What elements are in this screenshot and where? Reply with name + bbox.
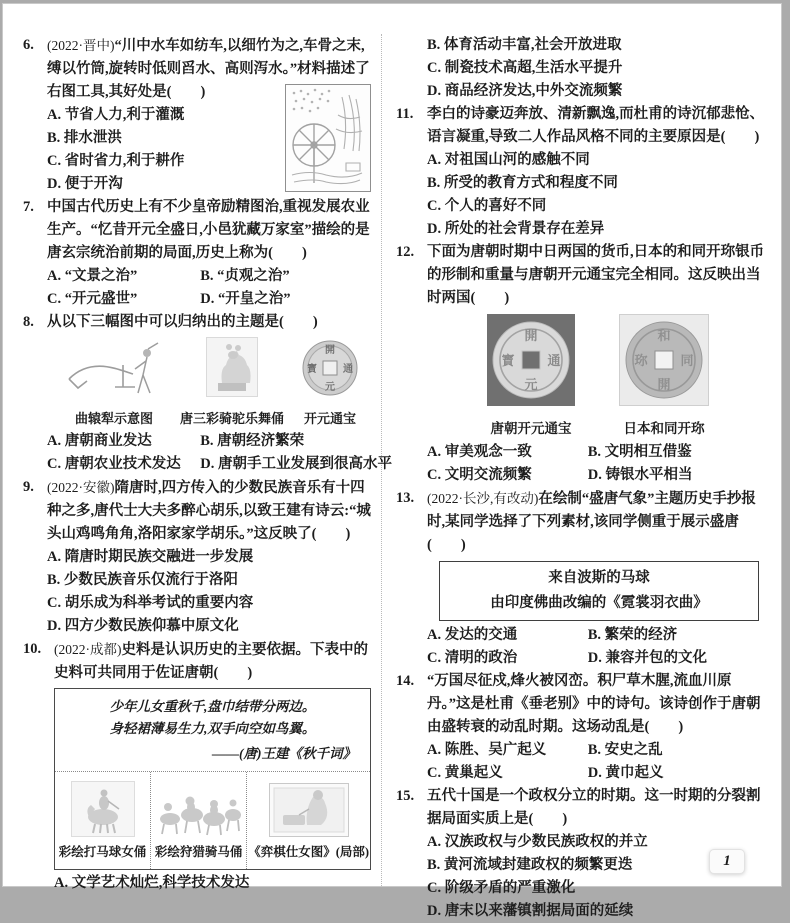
option: B. 唐朝经济繁荣 <box>200 433 305 449</box>
option: C. 胡乐成为科举考试的重要内容 <box>47 595 254 611</box>
question-number: 6. <box>23 37 34 53</box>
figure-row <box>47 334 373 430</box>
svg-text:開: 開 <box>524 328 538 343</box>
option: B. 体育活动丰富,社会开放进取 <box>427 37 622 53</box>
svg-text:元: 元 <box>524 377 538 392</box>
cell-caption: 彩绘狩猎骑马俑 <box>154 845 243 859</box>
option: B. 文明相互借鉴 <box>587 444 692 460</box>
question-6 <box>23 34 373 196</box>
question-stem: (2022·长沙,有改动)在绘制“盛唐气象”主题历史手抄报时,某同学选择了下列素材,该同学侧重于展示盛唐( ) <box>427 491 756 553</box>
camel-figurine-figure <box>180 337 284 430</box>
option: D. 商品经济发达,中外交流频繁 <box>427 83 623 99</box>
question-source: (2022·晋中) <box>47 38 115 53</box>
options-grid <box>427 441 769 487</box>
waterwheel-sketch-icon <box>286 85 368 189</box>
hunting-riders-figure <box>152 779 245 837</box>
options-list <box>427 149 769 241</box>
option: A. 节省人力,利于灌溉 <box>47 107 185 123</box>
question-number: 15. <box>396 788 415 804</box>
question-stem: (2022·成都)史料是认识历史的主要依据。下表中的史料可共同用于佐证唐朝( ) <box>54 642 368 681</box>
question-stem: (2022·晋中)“川中水车如纺车,以细竹为之,车骨之末,缚以竹筒,旋转时低则舀水、高则泻水。”材料描述了右图工具,其好处是( ) <box>47 38 370 100</box>
chess-ladies-painting-figure <box>248 779 369 837</box>
options-list <box>427 831 769 923</box>
exam-page <box>2 3 782 919</box>
option: A. 陈胜、吴广起义 <box>427 742 547 758</box>
source-material-table <box>54 688 371 870</box>
material-line: 来自波斯的马球 <box>548 570 650 586</box>
svg-text:通: 通 <box>342 364 353 375</box>
option: C. 唐朝农业技术发达 <box>47 456 181 472</box>
left-column <box>15 34 392 891</box>
option: D. “开皇之治” <box>200 291 291 307</box>
option: A. 对祖国山河的感触不同 <box>427 152 590 168</box>
options-grid <box>427 624 769 670</box>
question-13 <box>396 487 769 670</box>
option: A. 隋唐时期民族交融进一步发展 <box>47 549 254 565</box>
kaiyuan-coin-icon <box>487 314 575 406</box>
camel-figurine-icon <box>206 337 258 397</box>
coin-caption: 唐朝开元通宝 <box>490 421 572 436</box>
question-number: 10. <box>23 641 42 657</box>
question-number: 7. <box>23 199 34 215</box>
question-9 <box>23 476 373 638</box>
tang-coin-figure <box>487 314 575 440</box>
question-stem: 从以下三幅图中可以归纳出的主题是( ) <box>47 314 318 330</box>
waterwheel-figure <box>285 84 371 192</box>
cell-caption: 《弈棋仕女图》(局部) <box>248 845 370 859</box>
option: B. 安史之乱 <box>587 742 663 758</box>
option: D. 便于开沟 <box>47 176 123 192</box>
question-number: 14. <box>396 673 415 689</box>
options-list <box>47 546 373 638</box>
question-number: 12. <box>396 244 415 260</box>
option: C. 文明交流频繁 <box>427 467 532 483</box>
option: C. 清明的政治 <box>427 650 518 666</box>
polo-rider-icon <box>71 781 135 837</box>
option: A. 唐朝商业发达 <box>47 433 152 449</box>
option: D. 四方少数民族仰慕中原文化 <box>47 618 239 634</box>
plow-sketch-icon <box>65 341 163 397</box>
option: C. 省时省力,利于耕作 <box>47 153 185 169</box>
options-grid <box>427 739 769 785</box>
plow-figure <box>65 341 163 430</box>
question-stem: 中国古代历史上有不少皇帝励精图治,重视发展农业生产。“忆昔开元全盛日,小邑犹藏万家室”描绘的是唐玄宗统治前期的局面,历史上称为( ) <box>47 199 370 261</box>
kaiyuan-coin-figure <box>301 339 359 430</box>
poem-line: 身轻裙薄易生力,双手向空如鸟翼。 <box>109 721 316 736</box>
option: C. “开元盛世” <box>47 291 138 307</box>
svg-text:同: 同 <box>680 353 694 368</box>
option: D. 铸银水平相当 <box>587 467 693 483</box>
option: B. 少数民族音乐仅流行于洛阳 <box>47 572 238 588</box>
question-number: 13. <box>396 490 415 506</box>
svg-text:元: 元 <box>324 382 335 393</box>
wado-coin-icon <box>619 314 709 406</box>
material-box <box>439 561 759 621</box>
question-10 <box>23 638 373 895</box>
question-stem: 五代十国是一个政权分立的时期。这一时期的分裂割据局面实质上是( ) <box>427 788 761 827</box>
question-source: (2022·成都) <box>54 642 122 657</box>
material-line: 由印度佛曲改编的《霓裳羽衣曲》 <box>490 595 708 611</box>
question-stem: 下面为唐朝时期中日两国的货币,日本的和同开珎银币的形制和重量与唐朝开元通宝完全相同。这反映出当时两国( ) <box>427 244 765 306</box>
question-number: 11. <box>396 106 414 122</box>
polo-figurine-figure <box>56 779 149 837</box>
option: A. 发达的交通 <box>427 627 518 643</box>
cell-caption: 彩绘打马球女俑 <box>58 845 147 859</box>
poem-line: 少年儿女重秋千,盘巾结带分两边。 <box>109 699 316 714</box>
question-number: 9. <box>23 479 34 495</box>
options-list <box>427 34 769 103</box>
table-cell <box>55 772 150 869</box>
options-grid <box>47 265 373 311</box>
options-list <box>54 872 373 895</box>
poem <box>55 689 370 740</box>
right-column <box>381 34 773 919</box>
image-cells-row <box>55 771 370 869</box>
option: B. 所受的教育方式和程度不同 <box>427 175 618 191</box>
option: A. “文景之治” <box>47 268 138 284</box>
question-stem: 李白的诗豪迈奔放、清新飘逸,而杜甫的诗沉郁悲怆、语言凝重,导致二人作品风格不同的主要原因是( ) <box>427 106 765 145</box>
question-14 <box>396 670 769 785</box>
svg-text:寳: 寳 <box>501 353 515 368</box>
page-number-badge: 1 <box>709 849 745 874</box>
figure-caption: 开元通宝 <box>303 411 356 426</box>
option: D. 唐末以来藩镇割据局面的延续 <box>427 903 634 919</box>
svg-text:開: 開 <box>324 345 335 356</box>
option: B. 排水泄洪 <box>47 130 122 146</box>
option: B. 繁荣的经济 <box>587 627 678 643</box>
option: A. 文学艺术灿烂,科学技术发达 <box>54 875 250 891</box>
question-stem: “万国尽征戍,烽火被冈峦。积尸草木腥,流血川原丹。”这是杜甫《垂老别》中的诗句。该诗创作于唐朝由盛转衰的动乱时期。这场动乱是( ) <box>427 673 761 735</box>
option: B. 黄河流域封建政权的频繁更迭 <box>427 857 633 873</box>
option: D. 所处的社会背景存在差异 <box>427 221 605 237</box>
question-11 <box>396 103 769 241</box>
svg-text:開: 開 <box>657 377 671 392</box>
svg-text:和: 和 <box>657 328 671 343</box>
option: D. 黄巾起义 <box>587 765 664 781</box>
question-stem: (2022·安徽)隋唐时,四方传入的少数民族音乐有十四种之多,唐代士大夫多醉心胡乐,以致王建有诗云:“城头山鸡鸣角角,洛阳家家学胡乐。”这反映了( ) <box>47 480 371 542</box>
question-number: 8. <box>23 314 34 330</box>
option: D. 唐朝手工业发展到很高水平 <box>200 456 392 472</box>
table-cell <box>246 772 370 869</box>
coin-icon <box>301 339 359 397</box>
question-8 <box>23 311 392 476</box>
question-source: (2022·安徽) <box>47 480 115 495</box>
option: A. 审美观念一致 <box>427 444 532 460</box>
question-source: (2022·长沙,有改动) <box>427 491 539 506</box>
option: D. 兼容并包的文化 <box>587 650 707 666</box>
coin-caption: 日本和同开珎 <box>623 421 705 436</box>
option: A. 汉族政权与少数民族政权的并立 <box>427 834 648 850</box>
figure-caption: 曲辕犁示意图 <box>74 411 153 426</box>
option: B. “贞观之治” <box>200 268 290 284</box>
table-cell <box>150 772 246 869</box>
options-grid <box>47 430 392 476</box>
question-12 <box>396 241 769 487</box>
figure-caption: 唐三彩骑驼乐舞俑 <box>179 411 284 426</box>
svg-text:通: 通 <box>547 353 561 368</box>
japan-coin-figure <box>619 314 709 440</box>
poem-attribution: ——(唐)王建《秋千词》 <box>212 746 356 761</box>
svg-text:寳: 寳 <box>306 364 317 375</box>
option: C. 阶级矛盾的严重激化 <box>427 880 576 896</box>
question-7 <box>23 196 373 311</box>
hunting-riders-icon <box>154 781 244 837</box>
option: C. 黄巢起义 <box>427 765 503 781</box>
coin-figures-row <box>427 314 769 440</box>
svg-text:珎: 珎 <box>634 353 648 368</box>
chess-painting-icon <box>269 783 349 837</box>
question-10-options-continued <box>396 34 769 103</box>
option: C. 个人的喜好不同 <box>427 198 547 214</box>
option: C. 制瓷技术高超,生活水平提升 <box>427 60 623 76</box>
